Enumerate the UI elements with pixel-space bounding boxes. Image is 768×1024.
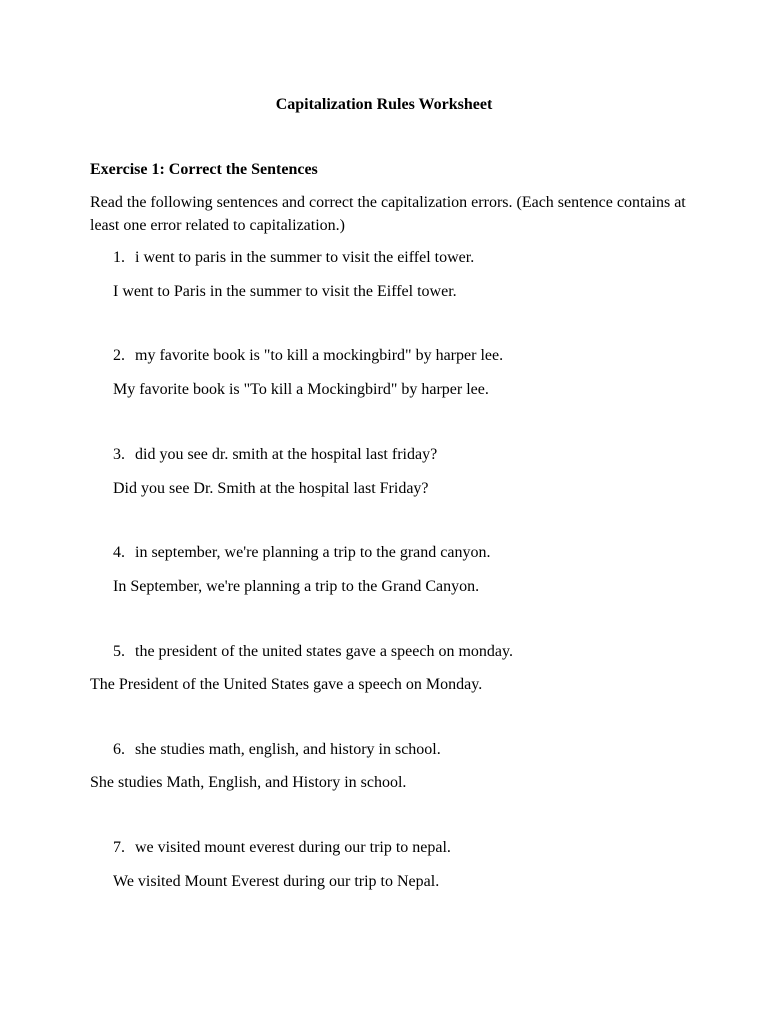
answer-1: I went to Paris in the summer to visit the Eiffel tower. [113,283,457,300]
question-text: the president of the united states gave a speech on monday. [135,643,513,660]
exercise-heading: Exercise 1: Correct the Sentences [90,161,318,178]
question-number: 1. [113,249,125,266]
exercise-instructions: Read the following sentences and correct the capitalization errors. (Each sentence contains at least one error related to capitalization.) [90,194,686,234]
question-3 [113,443,437,466]
answer-7: We visited Mount Everest during our trip to Nepal. [113,873,440,890]
question-6 [113,738,441,761]
answer-6: She studies Math, English, and History in school. [90,774,407,791]
question-2 [113,344,503,367]
question-7 [113,836,451,859]
question-number: 3. [113,446,125,463]
question-text: did you see dr. smith at the hospital last friday? [135,446,438,463]
question-4 [113,541,490,564]
question-number: 6. [113,741,125,758]
question-number: 4. [113,544,125,561]
question-number: 2. [113,347,125,364]
question-text: my favorite book is "to kill a mockingbird" by harper lee. [135,347,504,364]
question-text: she studies math, english, and history in school. [135,741,441,758]
answer-5: The President of the United States gave a speech on Monday. [90,676,483,693]
question-5 [113,640,513,663]
question-1 [113,246,474,269]
question-text: i went to paris in the summer to visit the eiffel tower. [135,249,475,266]
question-text: we visited mount everest during our trip to nepal. [135,839,451,856]
page-title: Capitalization Rules Worksheet [275,96,493,113]
answer-2: My favorite book is "To kill a Mockingbird" by harper lee. [113,381,489,398]
question-text: in september, we're planning a trip to the grand canyon. [135,544,491,561]
question-number: 5. [113,643,125,660]
question-number: 7. [113,839,125,856]
answer-3: Did you see Dr. Smith at the hospital last Friday? [113,480,429,497]
answer-4: In September, we're planning a trip to the Grand Canyon. [113,578,480,595]
